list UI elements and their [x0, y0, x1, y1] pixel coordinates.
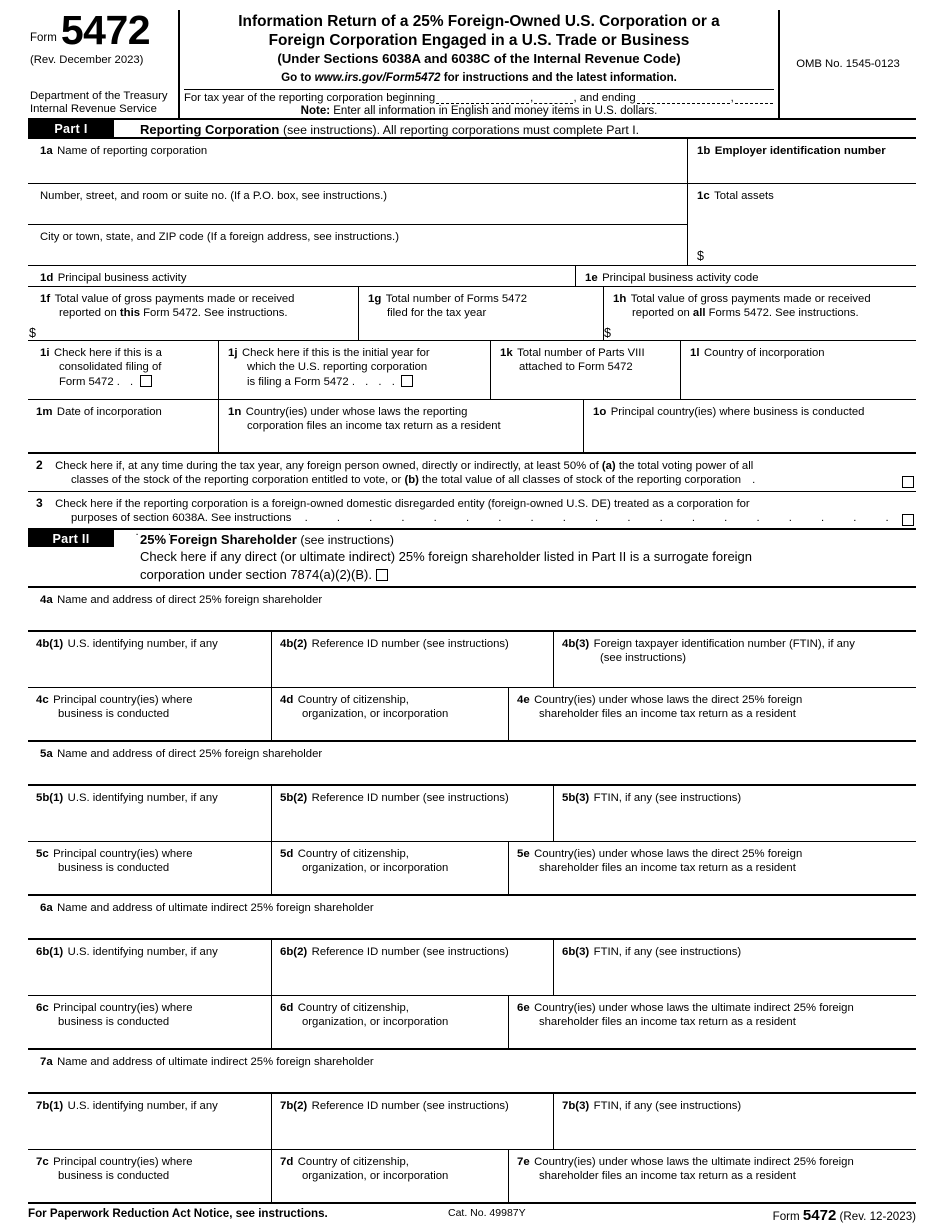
field-country-citizenship-line-2: organization, or incorporation [302, 708, 449, 720]
field-1g[interactable] [358, 287, 603, 340]
shareholder-block [28, 1048, 916, 1202]
agency-block [28, 90, 178, 116]
field-1g-label-line-1: Total number of Forms 5472 [385, 293, 528, 305]
field-ftin-label-line-1: Foreign taxpayer identification number (FTIN), if any [593, 638, 855, 650]
field-us-id-number[interactable] [28, 1094, 271, 1149]
field-1b-index: 1b [697, 145, 711, 157]
field-1o-label: Principal country(ies) where business is conducted [610, 406, 865, 418]
field-ftin-index: 6b(3) [562, 946, 590, 958]
tax-year-mid: , and ending [573, 92, 636, 104]
field-2-l2-emphasis: (b) [404, 474, 419, 486]
field-ftin-label-line-1: FTIN, if any (see instructions) [593, 1100, 742, 1112]
field-1n-label-line-1: Country(ies) under whose laws the reporting [245, 406, 468, 418]
field-1i-checkbox[interactable] [140, 375, 152, 387]
tax-year-begin-year-field[interactable] [534, 93, 572, 104]
comma-2: , [730, 92, 734, 104]
goto-prefix: Go to [281, 71, 312, 84]
field-1j[interactable] [218, 341, 490, 399]
field-1k-label-line-2: attached to Form 5472 [519, 361, 633, 373]
field-3-index: 3 [36, 496, 43, 510]
field-reference-id-label: Reference ID number (see instructions) [311, 638, 509, 650]
field-ftin-label-line-1: FTIN, if any (see instructions) [593, 946, 742, 958]
field-country-citizenship-line-1: Country of citizenship, [297, 694, 409, 706]
field-country-citizenship-index: 7d [280, 1156, 294, 1168]
field-1j-checkbox[interactable] [401, 375, 413, 387]
row-1d-1e [28, 265, 916, 286]
row-countries [28, 1149, 916, 1202]
field-resident-country-index: 6e [517, 1002, 530, 1014]
field-reference-id-index: 4b(2) [280, 638, 308, 650]
field-1f-l2a: reported on [59, 307, 117, 319]
field-principal-country-line-2: business is conducted [58, 1016, 170, 1028]
field-address-street-label: Number, street, and room or suite no. (If a P.O. box, see instructions.) [40, 190, 388, 202]
field-principal-country-index: 6c [36, 1002, 49, 1014]
form-number: 5472 [60, 7, 151, 53]
field-1f-l2c: Form 5472. See instructions. [143, 307, 288, 319]
row-countries [28, 841, 916, 894]
field-us-id-label: U.S. identifying number, if any [67, 1100, 218, 1112]
field-name-address-label: Name and address of direct 25% foreign shareholder [57, 748, 323, 760]
field-1b[interactable] [687, 139, 916, 183]
field-principal-country[interactable] [28, 688, 271, 740]
row-line-3[interactable] [28, 491, 916, 538]
field-resident-country-line-2: shareholder files an income tax return as a resident [539, 862, 796, 874]
field-principal-country-index: 5c [36, 848, 49, 860]
form-title-line-2: Foreign Corporation Engaged in a U.S. Trade or Business [268, 32, 690, 49]
field-country-citizenship-line-1: Country of citizenship, [297, 1156, 409, 1168]
header-left-block [28, 7, 178, 118]
field-resident-country[interactable] [508, 842, 916, 894]
field-us-id-number[interactable] [28, 786, 271, 841]
surrogate-checkbox[interactable] [376, 569, 388, 581]
field-2-leader-dots: . [752, 474, 756, 486]
field-principal-country-line-2: business is conducted [58, 862, 170, 874]
field-name-address-index: 6a [40, 902, 53, 914]
field-name-address-index: 5a [40, 748, 53, 760]
footer-form-word: Form [772, 1210, 800, 1223]
field-1f[interactable] [28, 287, 358, 340]
header-title-block [178, 10, 778, 118]
row-ids [28, 938, 916, 995]
field-us-id-label: U.S. identifying number, if any [67, 792, 218, 804]
row-countries [28, 995, 916, 1048]
field-us-id-index: 4b(1) [36, 638, 64, 650]
part-1-title-rest: (see instructions). All reporting corporations must complete Part I. [283, 123, 640, 137]
field-principal-country-index: 4c [36, 694, 49, 706]
field-resident-country-line-1: Country(ies) under whose laws the direct 25% foreign [534, 848, 803, 860]
shareholder-block [28, 740, 916, 894]
tax-year-end-year-field[interactable] [735, 93, 773, 104]
field-1a[interactable] [28, 139, 687, 183]
field-principal-country-line-2: business is conducted [58, 1170, 170, 1182]
field-1n-index: 1n [228, 406, 242, 418]
field-1b-label: Employer identification number [714, 145, 886, 157]
part-1-header [28, 118, 916, 137]
field-name-address-index: 7a [40, 1056, 53, 1068]
field-name-address-label: Name and address of ultimate indirect 25% foreign shareholder [57, 902, 374, 914]
form-identifier [28, 7, 178, 53]
field-us-id-label: U.S. identifying number, if any [67, 946, 218, 958]
field-principal-country[interactable] [28, 996, 271, 1048]
note-text: Enter all information in English and money items in U.S. dollars. [333, 105, 658, 117]
row-name-address[interactable] [28, 740, 916, 784]
field-1l[interactable] [680, 341, 916, 399]
field-ftin-label-line-1: FTIN, if any (see instructions) [593, 792, 742, 804]
field-1a-label: Name of reporting corporation [57, 145, 208, 157]
field-address-city[interactable] [28, 224, 687, 265]
field-reference-id-label: Reference ID number (see instructions) [311, 946, 509, 958]
row-1f-1g-1h [28, 286, 916, 340]
field-principal-country-line-1: Principal country(ies) where [53, 1002, 193, 1014]
field-name-address-label: Name and address of direct 25% foreign shareholder [57, 594, 323, 606]
field-ftin[interactable] [553, 632, 916, 687]
field-country-citizenship[interactable] [271, 842, 508, 894]
field-3-l2: purposes of section 6038A. See instructions [71, 512, 292, 524]
shareholder-blocks [28, 586, 916, 1202]
field-ftin-index: 7b(3) [562, 1100, 590, 1112]
field-1i[interactable] [28, 341, 218, 399]
field-1f-index: 1f [40, 293, 51, 305]
field-1h-l2-emphasis: all [692, 307, 706, 319]
field-name-address-label: Name and address of ultimate indirect 25% foreign shareholder [57, 1056, 374, 1068]
field-3[interactable] [28, 492, 916, 538]
field-1c-index: 1c [697, 190, 710, 202]
field-2[interactable] [28, 454, 916, 491]
irs-url-link[interactable]: www.irs.gov/Form5472 [314, 71, 441, 84]
part-1-badge: Part I [28, 120, 114, 137]
field-1d-index: 1d [40, 272, 54, 284]
field-1h[interactable] [603, 287, 916, 340]
field-resident-country[interactable] [508, 1150, 916, 1202]
field-1i-l3: Form 5472 [59, 375, 114, 388]
field-2-l1a: Check here if, at any time during the tax year, any foreign person owned, directly or indirectly, at least 50% of [55, 460, 599, 472]
paperwork-reduction-notice: For Paperwork Reduction Act Notice, see instructions. [28, 1207, 328, 1220]
field-1i-label-line-1: Check here if this is a [53, 347, 162, 359]
field-us-id-index: 5b(1) [36, 792, 64, 804]
field-resident-country-index: 5e [517, 848, 530, 860]
field-1d[interactable] [28, 266, 575, 285]
field-1j-label-line-2: which the U.S. reporting corporation [247, 361, 428, 373]
row-address-and-1c [28, 183, 916, 265]
form-sheet [28, 7, 916, 1224]
field-1e-label: Principal business activity code [602, 272, 759, 284]
part-1-title-bold: Reporting Corporation [140, 122, 280, 137]
field-1h-dollar-sign: $ [604, 326, 611, 340]
field-country-citizenship-index: 4d [280, 694, 294, 706]
field-1i-label-line-3 [40, 375, 218, 390]
field-reference-id-index: 6b(2) [280, 946, 308, 958]
field-resident-country-line-1: Country(ies) under whose laws the direct 25% foreign [534, 694, 803, 706]
field-us-id-label: U.S. identifying number, if any [67, 638, 218, 650]
row-name-address[interactable] [28, 1048, 916, 1092]
field-1l-label: Country of incorporation [703, 347, 825, 359]
field-reference-id-index: 7b(2) [280, 1100, 308, 1112]
field-ftin[interactable] [553, 786, 916, 841]
field-us-id-number[interactable] [28, 940, 271, 995]
field-name-address[interactable] [28, 1050, 916, 1092]
field-3-line-1: Check here if the reporting corporation is a foreign-owned domestic disregarded entity (foreign-owned U.S. DE) treated as a corporation for [55, 498, 750, 510]
field-2-l2c: the total value of all classes of stock of the reporting corporation [422, 474, 742, 486]
field-resident-country-line-2: shareholder files an income tax return as a resident [539, 1170, 796, 1182]
field-resident-country-index: 4e [517, 694, 530, 706]
field-2-line-1 [47, 460, 753, 472]
field-reference-id-label: Reference ID number (see instructions) [311, 792, 509, 804]
field-principal-country-line-1: Principal country(ies) where [53, 848, 193, 860]
field-1e-index: 1e [585, 272, 598, 284]
field-reference-id[interactable] [271, 1094, 553, 1149]
field-1m-label: Date of incorporation [56, 406, 162, 418]
field-reference-id[interactable] [271, 786, 553, 841]
field-1f-l2-emphasis: this [119, 307, 141, 319]
field-ftin-index: 4b(3) [562, 638, 590, 650]
field-1h-l2a: reported on [632, 307, 690, 319]
field-3-line-2 [36, 512, 916, 539]
note-row [184, 104, 774, 118]
field-1n[interactable] [218, 400, 583, 452]
field-1d-label: Principal business activity [57, 272, 187, 284]
shareholder-block [28, 586, 916, 740]
field-1j-l3: is filing a Form 5472 [247, 375, 349, 388]
field-1c-label: Total assets [714, 190, 774, 202]
field-1a-index: 1a [40, 145, 53, 157]
tax-year-begin-month-field[interactable] [436, 93, 529, 104]
field-1j-label-line-1: Check here if this is the initial year for [241, 347, 430, 359]
row-countries [28, 687, 916, 740]
field-1m-index: 1m [36, 406, 53, 418]
field-1k-label-line-1: Total number of Parts VIII [517, 347, 645, 359]
field-name-address[interactable] [28, 742, 916, 784]
field-resident-country-line-2: shareholder files an income tax return as a resident [539, 1016, 796, 1028]
field-1c-dollar-sign: $ [697, 249, 704, 263]
field-country-citizenship[interactable] [271, 688, 508, 740]
field-reference-id[interactable] [271, 632, 553, 687]
field-1l-index: 1l [690, 347, 700, 359]
field-1i-label-line-2: consolidated filing of [59, 361, 162, 373]
field-2-l1c: the total voting power of all [618, 460, 754, 472]
field-1o-index: 1o [593, 406, 607, 418]
part-2-title-rest: (see instructions) [300, 533, 395, 547]
field-name-address[interactable] [28, 588, 916, 630]
field-2-l2a: classes of the stock of the reporting corporation entitled to vote, or [71, 474, 402, 486]
footer-revision: (Rev. 12-2023) [839, 1210, 916, 1223]
field-principal-country-index: 7c [36, 1156, 49, 1168]
field-1j-leader-dots: . . . . [351, 375, 399, 388]
row-name-address[interactable] [28, 586, 916, 630]
form-word-label: Form [30, 32, 57, 44]
tax-year-prefix: For tax year of the reporting corporation beginning [184, 92, 436, 104]
field-address-street[interactable] [28, 183, 687, 224]
field-principal-country[interactable] [28, 842, 271, 894]
row-ids [28, 784, 916, 841]
field-country-citizenship-index: 6d [280, 1002, 294, 1014]
field-us-id-index: 6b(1) [36, 946, 64, 958]
field-1e[interactable] [575, 266, 916, 286]
form-title-line-1: Information Return of a 25% Foreign-Owned U.S. Corporation or a [238, 13, 720, 30]
agency-line-2: Internal Revenue Service [30, 103, 157, 115]
field-1j-label-line-3 [228, 375, 490, 390]
field-3-leader-dots: . . . . . . . . . . . . . . . . . . . . . . . [71, 512, 902, 538]
field-resident-country-index: 7e [517, 1156, 530, 1168]
field-3-checkbox[interactable] [902, 514, 914, 526]
field-1h-label-line-1: Total value of gross payments made or received [630, 293, 871, 305]
field-country-citizenship-line-1: Country of citizenship, [297, 848, 409, 860]
field-1g-label-line-2: filed for the tax year [387, 307, 487, 319]
field-2-index: 2 [36, 458, 43, 472]
field-1i-index: 1i [40, 347, 50, 359]
field-2-l1-emphasis: (a) [601, 460, 616, 472]
field-country-citizenship-line-1: Country of citizenship, [297, 1002, 409, 1014]
omb-number: OMB No. 1545-0123 [778, 10, 916, 118]
row-1a-1b [28, 137, 916, 183]
field-country-citizenship-line-2: organization, or incorporation [302, 1170, 449, 1182]
part-2-badge: Part II [28, 530, 114, 547]
catalog-number: Cat. No. 49987Y [448, 1207, 526, 1219]
row-1i-1j-1k-1l [28, 340, 916, 399]
field-country-citizenship[interactable] [271, 1150, 508, 1202]
field-principal-country[interactable] [28, 1150, 271, 1202]
field-1o[interactable] [583, 400, 916, 452]
field-name-address[interactable] [28, 896, 916, 938]
surrogate-line-2: corporation under section 7874(a)(2)(B). [140, 567, 372, 582]
field-1f-label-line-1: Total value of gross payments made or received [54, 293, 295, 305]
field-principal-country-line-1: Principal country(ies) where [53, 1156, 193, 1168]
note-label: Note: [300, 105, 331, 117]
field-resident-country[interactable] [508, 688, 916, 740]
row-name-address[interactable] [28, 894, 916, 938]
field-resident-country[interactable] [508, 996, 916, 1048]
field-reference-id[interactable] [271, 940, 553, 995]
field-ftin-index: 5b(3) [562, 792, 590, 804]
field-us-id-number[interactable] [28, 632, 271, 687]
field-principal-country-line-1: Principal country(ies) where [53, 694, 193, 706]
field-principal-country-line-2: business is conducted [58, 708, 170, 720]
field-country-citizenship-index: 5d [280, 848, 294, 860]
field-1n-label-line-2: corporation files an income tax return as a resident [247, 420, 501, 432]
field-country-citizenship-line-2: organization, or incorporation [302, 862, 449, 874]
part-2-title-bold: 25% Foreign Shareholder [140, 532, 297, 547]
field-2-line-2 [36, 474, 916, 488]
goto-instructions-line [184, 69, 774, 86]
footer-form-number: 5472 [802, 1207, 837, 1224]
goto-suffix: for instructions and the latest information. [443, 71, 677, 84]
field-1f-label-line-2 [40, 307, 358, 321]
field-name-address-index: 4a [40, 594, 53, 606]
field-ftin[interactable] [553, 1094, 916, 1149]
field-us-id-index: 7b(1) [36, 1100, 64, 1112]
field-1h-index: 1h [613, 293, 627, 305]
row-ids [28, 630, 916, 687]
field-1j-index: 1j [228, 347, 238, 359]
row-ids [28, 1092, 916, 1149]
surrogate-line-2-wrap [140, 566, 916, 584]
form-subtitle: (Under Sections 6038A and 6038C of the Internal Revenue Code) [277, 51, 681, 66]
surrogate-line-1: Check here if any direct (or ultimate indirect) 25% foreign shareholder listed in Part II is a surrogate foreign [140, 549, 753, 564]
field-1h-l2c: Forms 5472. See instructions. [708, 307, 859, 319]
field-1i-leader-dots: . . [116, 375, 137, 388]
part-1-title [114, 120, 639, 137]
field-address-city-label: City or town, state, and ZIP code (If a foreign address, see instructions.) [40, 231, 399, 243]
form-header [28, 7, 916, 118]
field-resident-country-line-1: Country(ies) under whose laws the ultimate indirect 25% foreign [534, 1156, 854, 1168]
tax-year-end-month-field[interactable] [637, 93, 730, 104]
field-1g-index: 1g [368, 293, 382, 305]
footer-form-identifier [678, 1207, 916, 1224]
comma-1: , [530, 92, 534, 104]
field-1m[interactable] [28, 400, 218, 452]
field-resident-country-line-1: Country(ies) under whose laws the ultimate indirect 25% foreign [534, 1002, 854, 1014]
field-country-citizenship[interactable] [271, 996, 508, 1048]
field-2-checkbox[interactable] [902, 476, 914, 488]
field-ftin-label-line-2: (see instructions) [600, 652, 687, 664]
field-1k[interactable] [490, 341, 680, 399]
address-column [28, 183, 687, 265]
field-1f-dollar-sign: $ [29, 326, 36, 340]
field-resident-country-line-2: shareholder files an income tax return as a resident [539, 708, 796, 720]
field-1k-index: 1k [500, 347, 513, 359]
shareholder-block [28, 894, 916, 1048]
row-line-2[interactable] [28, 452, 916, 491]
agency-line-1: Department of the Treasury [30, 90, 168, 102]
field-1c[interactable] [687, 183, 916, 265]
tax-year-row [184, 89, 774, 104]
field-reference-id-index: 5b(2) [280, 792, 308, 804]
field-reference-id-label: Reference ID number (see instructions) [311, 1100, 509, 1112]
field-1h-label-line-2 [613, 307, 916, 321]
form-revision-date: (Rev. December 2023) [30, 54, 144, 66]
field-ftin[interactable] [553, 940, 916, 995]
surrogate-foreign-corp-statement[interactable] [28, 547, 916, 586]
row-1m-1n-1o [28, 399, 916, 452]
field-country-citizenship-line-2: organization, or incorporation [302, 1016, 449, 1028]
